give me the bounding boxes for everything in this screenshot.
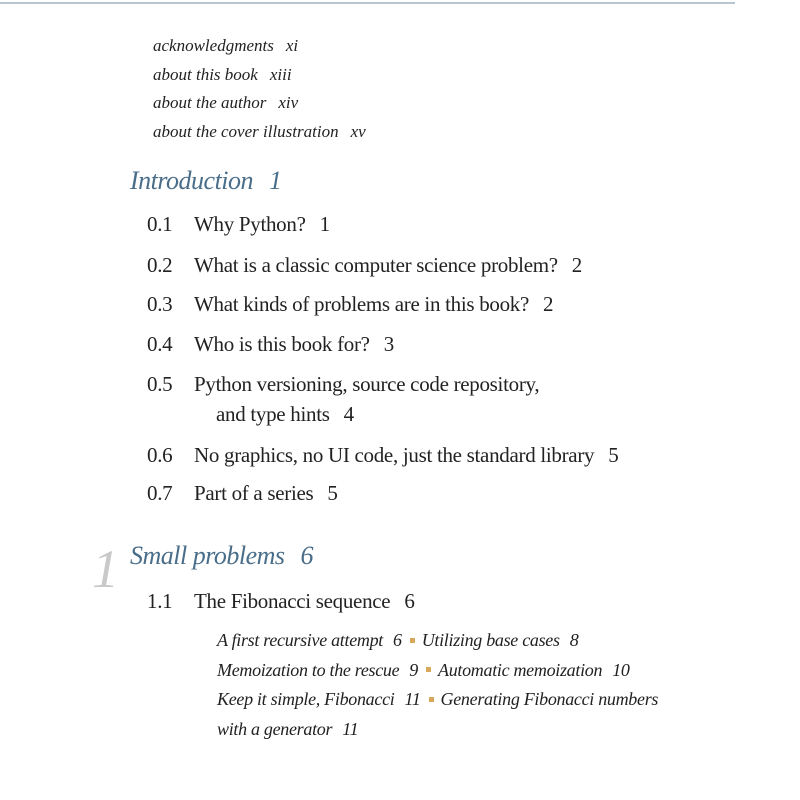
toc-entry-acknowledgments[interactable]: acknowledgments xi xyxy=(153,36,299,55)
section-0-4[interactable]: 0.4 Who is this book for? 3 xyxy=(147,332,394,356)
section-0-5-continuation: and type hints 4 xyxy=(216,402,354,426)
subsection-line xyxy=(217,685,658,715)
section-0-1[interactable]: 0.1 Why Python? 1 xyxy=(147,212,330,236)
section-0-5[interactable]: 0.5 Python versioning, source code repository, and type hints 4 xyxy=(147,372,540,426)
bullet-separator xyxy=(410,638,415,643)
subsection-entry[interactable]: Memoization to the rescue 9 xyxy=(217,659,418,680)
bullet-separator xyxy=(429,697,434,702)
subsection-entry[interactable]: Utilizing base cases 8 xyxy=(421,630,579,650)
bullet-separator xyxy=(426,667,431,672)
subsection-entry[interactable]: A first recursive attempt 6 xyxy=(217,630,402,650)
chapter-1-heading[interactable]: Small problems 6 xyxy=(130,541,314,570)
subsection-line xyxy=(217,656,658,686)
toc-entry-about-the-cover[interactable]: about the cover illustration xv xyxy=(153,121,366,141)
section-0-6[interactable]: 0.6 No graphics, no UI code, just the standard library 5 xyxy=(147,443,619,467)
subsection-line xyxy=(217,715,658,745)
front-matter-list xyxy=(153,32,366,146)
section-0-7[interactable]: 0.7 Part of a series 5 xyxy=(147,481,338,505)
subsection-entry[interactable]: Generating Fibonacci numbers xyxy=(440,689,659,709)
chapter-number: 1 xyxy=(92,539,119,599)
section-0-2[interactable]: 0.2 What is a classic computer science problem? 2 xyxy=(147,253,582,277)
subsection-entry[interactable]: Automatic memoization 10 xyxy=(438,659,630,680)
section-1-1[interactable]: 1.1 The Fibonacci sequence 6 xyxy=(147,589,415,613)
top-rule xyxy=(0,2,735,4)
subsection-entry-continuation[interactable]: with a generator 11 xyxy=(217,718,359,739)
subsection-entry[interactable]: Keep it simple, Fibonacci 11 xyxy=(217,689,421,709)
introduction-heading[interactable]: Introduction 1 xyxy=(130,166,282,195)
section-0-3[interactable]: 0.3 What kinds of problems are in this book? 2 xyxy=(147,292,554,316)
subsection-block xyxy=(217,626,658,744)
subsection-line xyxy=(217,626,658,656)
toc-entry-about-the-author[interactable]: about the author xiv xyxy=(153,93,299,112)
toc-entry-about-this-book[interactable]: about this book xiii xyxy=(153,64,292,84)
